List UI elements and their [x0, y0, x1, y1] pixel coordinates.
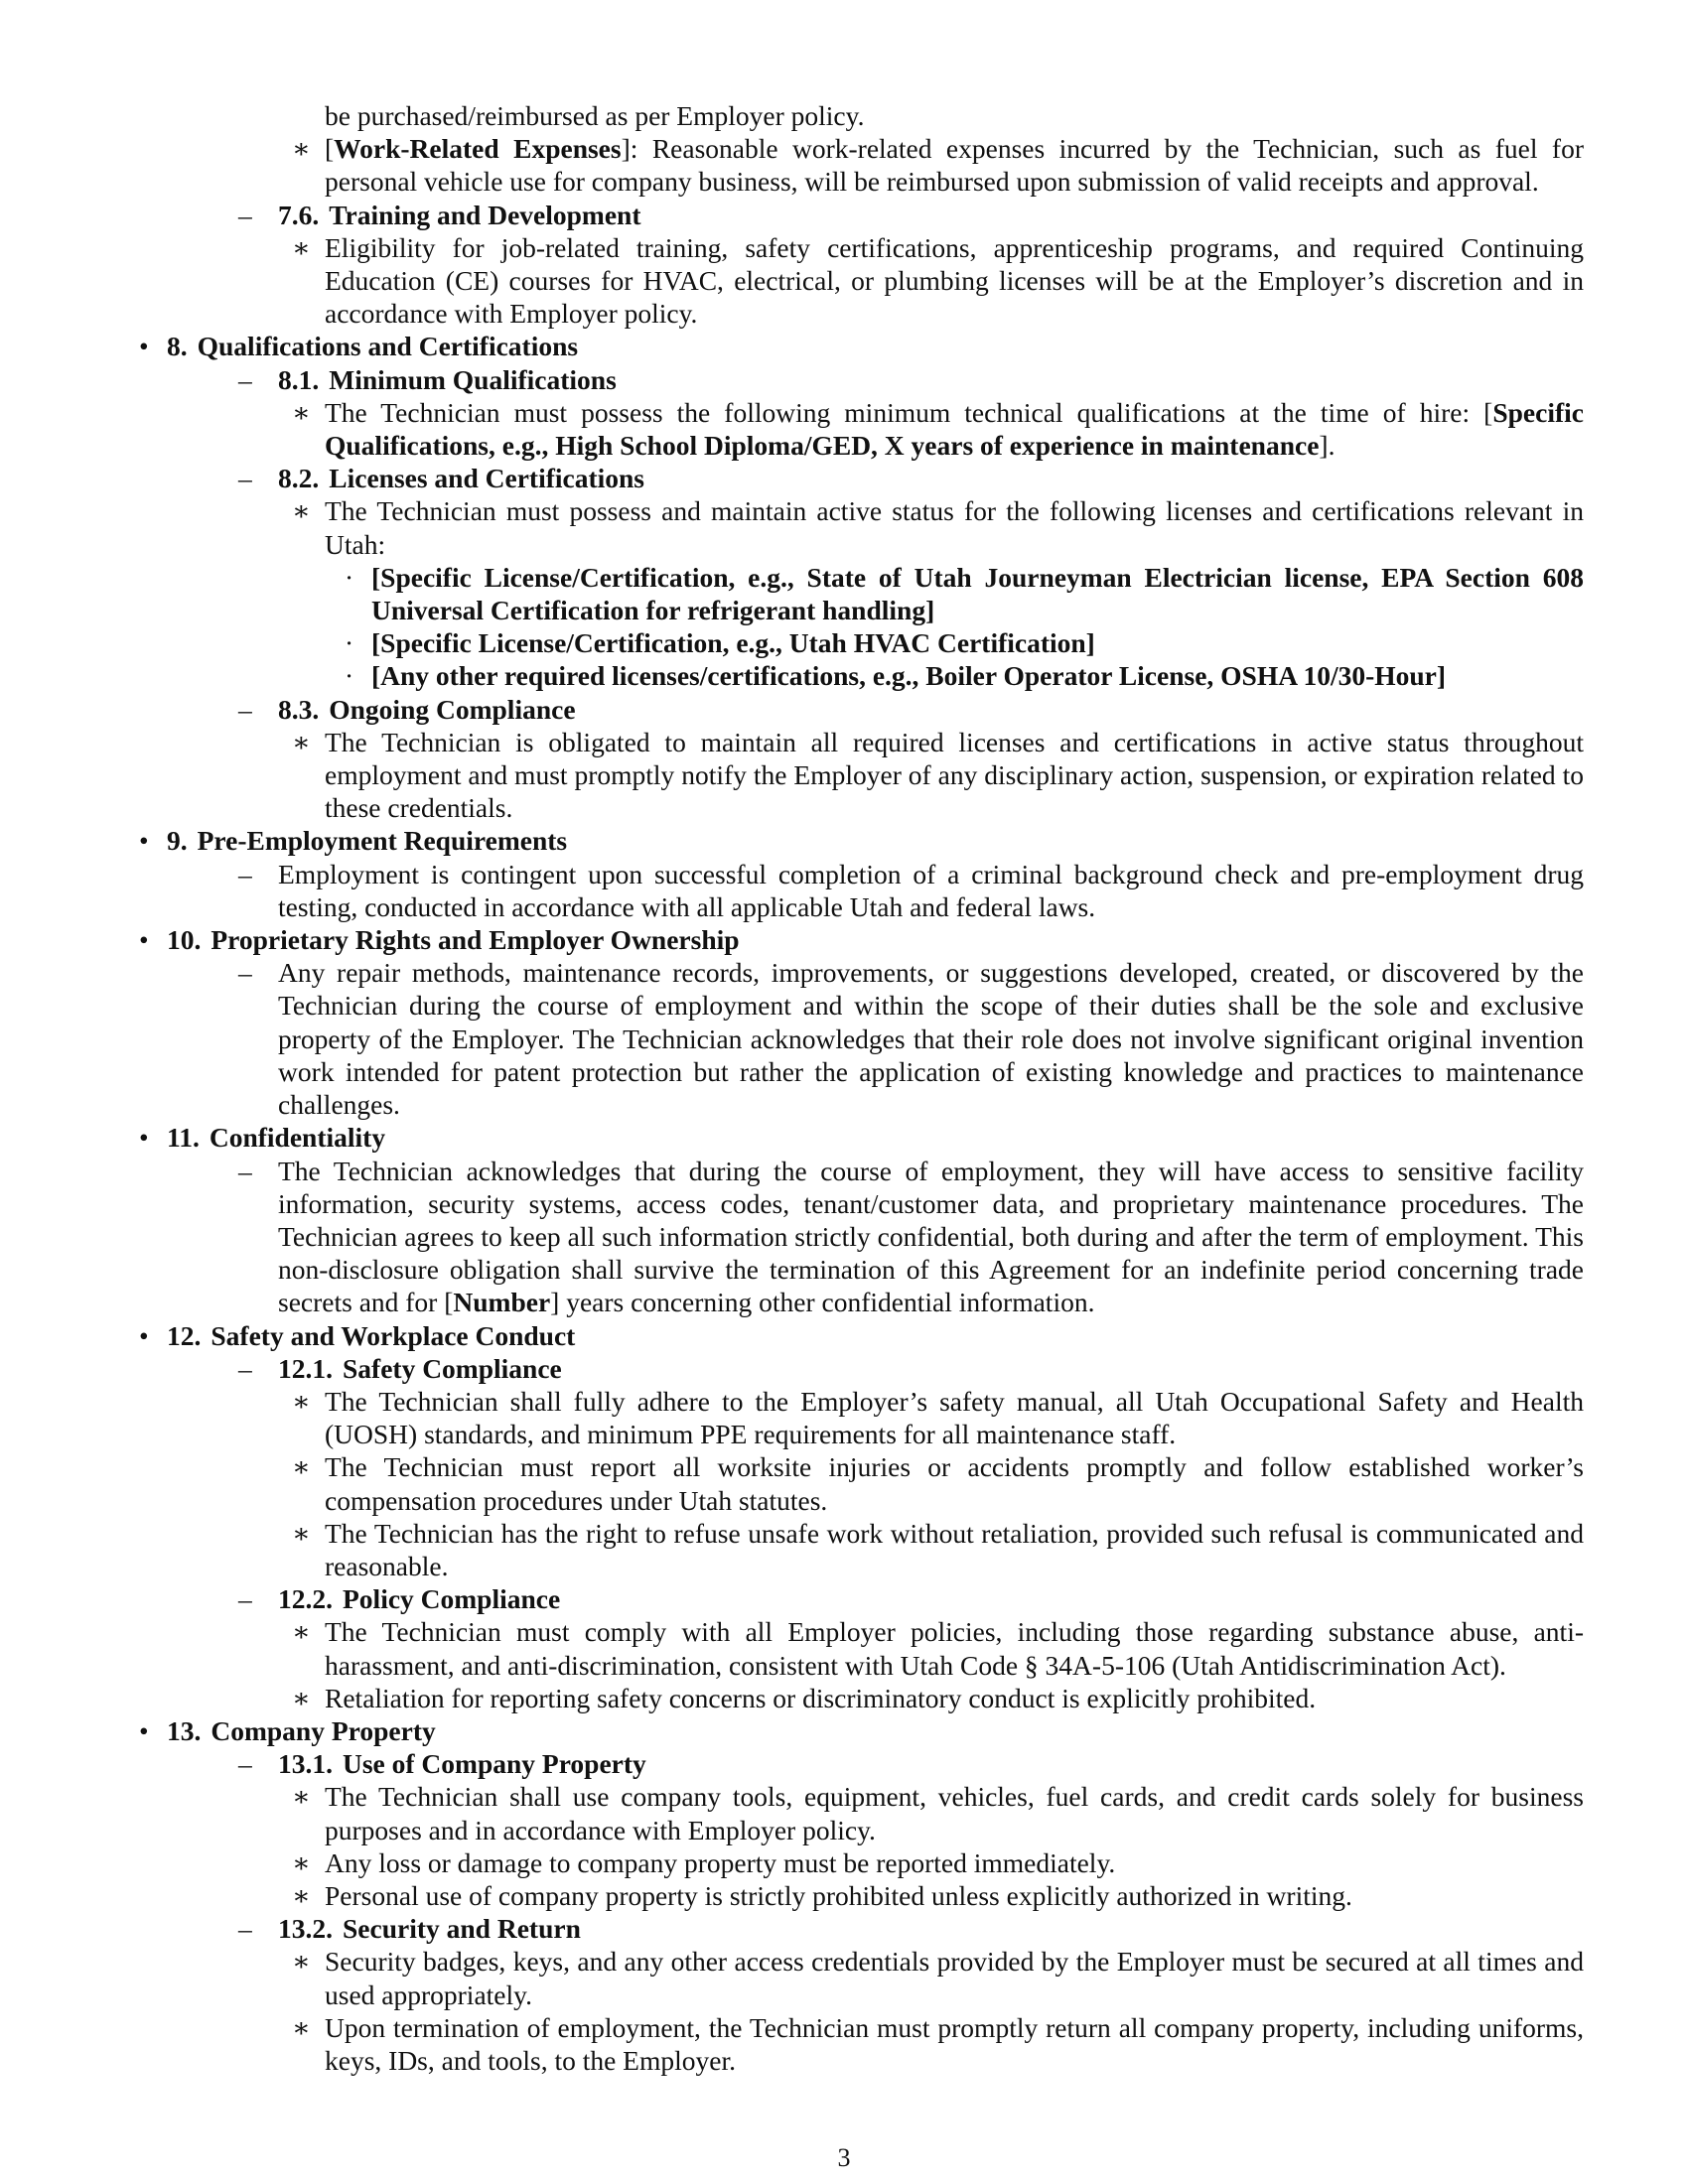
- list-item-licenses: ∗ The Technician must possess and maintain active status for the following licenses and certifications relevant in Utah:: [292, 495, 1584, 560]
- section-11-heading: • 11. Confidentiality: [139, 1122, 386, 1154]
- star-bullet-icon: ∗: [292, 726, 311, 757]
- star-bullet-icon: ∗: [292, 1517, 311, 1549]
- bullet-icon: •: [139, 825, 149, 857]
- page-number: 3: [837, 2143, 851, 2172]
- bullet-icon: •: [139, 1714, 149, 1746]
- dash-bullet-icon: –: [238, 858, 252, 889]
- subsection-12-1-heading: – 12.1. Safety Compliance: [238, 1352, 562, 1384]
- section-8-heading: • 8. Qualifications and Certifications: [139, 331, 579, 362]
- dash-bullet-icon: –: [238, 957, 252, 989]
- section-13-heading: • 13. Company Property: [139, 1714, 436, 1746]
- list-item: ∗ Any loss or damage to company property must be reported immediately.: [292, 1846, 1116, 1878]
- subsection-8-2-heading: – 8.2. Licenses and Certifications: [238, 463, 645, 494]
- subsection-12-2-heading: – 12.2. Policy Compliance: [238, 1583, 561, 1615]
- license-item: · [Specific License/Certification, e.g., State of Utah Journeyman Electrician license, EPA Section 608 Universal Certification for refrigerant handling]: [345, 561, 1584, 626]
- subsection-8-3-heading: – 8.3. Ongoing Compliance: [238, 693, 576, 725]
- list-item: ∗ The Technician must report all worksite injuries or accidents promptly and follow established worker’s compensation procedures under Utah statutes.: [292, 1451, 1584, 1516]
- star-bullet-icon: ∗: [292, 1616, 311, 1648]
- dash-bullet-icon: –: [238, 199, 252, 230]
- list-item: ∗ The Technician has the right to refuse unsafe work without retaliation, provided such refusal is communicated and reasonable.: [292, 1517, 1584, 1581]
- star-bullet-icon: ∗: [292, 1846, 311, 1878]
- paragraph-continuation: be purchased/reimbursed as per Employer policy.: [325, 100, 865, 131]
- star-bullet-icon: ∗: [292, 1385, 311, 1417]
- star-bullet-icon: ∗: [292, 133, 311, 165]
- section-10-heading: • 10. Proprietary Rights and Employer Ownership: [139, 924, 740, 956]
- star-bullet-icon: ∗: [292, 1946, 311, 1978]
- dash-bullet-icon: –: [238, 1155, 252, 1186]
- license-item: · [Any other required licenses/certifications, e.g., Boiler Operator License, OSHA 10/30-Hour]: [345, 660, 1447, 692]
- dash-bullet-icon: –: [238, 1748, 252, 1780]
- dot-bullet-icon: ·: [345, 561, 354, 593]
- dash-bullet-icon: –: [238, 1352, 252, 1384]
- license-item: · [Specific License/Certification, e.g., Utah HVAC Certification]: [345, 627, 1095, 659]
- star-bullet-icon: ∗: [292, 2011, 311, 2043]
- star-bullet-icon: ∗: [292, 396, 311, 428]
- list-item: ∗ Security badges, keys, and any other access credentials provided by the Employer must be secured at all times and used appropriately.: [292, 1946, 1584, 2010]
- star-bullet-icon: ∗: [292, 495, 311, 527]
- star-bullet-icon: ∗: [292, 1451, 311, 1483]
- dot-bullet-icon: ·: [345, 660, 354, 692]
- star-bullet-icon: ∗: [292, 1781, 311, 1813]
- subsection-8-1-heading: – 8.1. Minimum Qualifications: [238, 363, 617, 395]
- list-item-minimum-qualifications: ∗ The Technician must possess the following minimum technical qualifications at the time of hire: [Specific Qualifications, e.g., High School Diploma/GED, X years of experience in maintenance].: [292, 396, 1584, 462]
- dash-bullet-icon: –: [238, 1583, 252, 1615]
- document-body: [139, 99, 1584, 2077]
- list-item-ongoing-compliance: ∗ The Technician is obligated to maintain all required licenses and certifications in active status throughout employment and must promptly notify the Employer of any disciplinary action, suspension, or expiration related to these credentials.: [292, 726, 1584, 824]
- list-item: ∗ The Technician must comply with all Employer policies, including those regarding substance abuse, anti-harassment, and anti-discrimination, consistent with Utah Code § 34A-5-106 (Utah Antidiscrimination Act).: [292, 1616, 1584, 1681]
- paragraph-proprietary-rights: – Any repair methods, maintenance records, improvements, or suggestions developed, created, or discovered by the Technician during the course of employment and within the scope of their duties shall be the sole and exclusive property of the Employer. The Technician acknowledges that their role does not involve significant original invention work intended for patent protection but rather the application of existing knowledge and practices to maintenance challenges.: [238, 957, 1584, 1121]
- dot-bullet-icon: ·: [345, 627, 354, 659]
- dash-bullet-icon: –: [238, 363, 252, 395]
- list-item-work-related-expenses: ∗ [Work-Related Expenses]: Reasonable work-related expenses incurred by the Technician, such as fuel for personal vehicle use for company business, will be reimbursed upon submission of valid receipts and approval.: [292, 133, 1585, 198]
- subsection-7-6-heading: – 7.6. Training and Development: [238, 199, 641, 230]
- bullet-icon: •: [139, 331, 149, 362]
- section-9-heading: • 9. Pre-Employment Requirements: [139, 825, 568, 857]
- star-bullet-icon: ∗: [292, 231, 311, 263]
- paragraph-confidentiality: – The Technician acknowledges that during the course of employment, they will have access to sensitive facility information, security systems, access codes, tenant/customer data, and proprietary maintenance procedures. The Technician agrees to keep all such information strictly confidential, both during and after the term of employment. This non-disclosure obligation shall survive the termination of this Agreement for an indefinite period concerning trade secrets and for [Number] years concerning other confidential information.: [238, 1155, 1584, 1318]
- list-item: ∗ Upon termination of employment, the Technician must promptly return all company property, including uniforms, keys, IDs, and tools, to the Employer.: [292, 2011, 1584, 2076]
- star-bullet-icon: ∗: [292, 1682, 311, 1713]
- list-item-training: ∗ Eligibility for job-related training, safety certifications, apprenticeship programs, and required Continuing Education (CE) courses for HVAC, electrical, or plumbing licenses will be at the Employer’s discretion and in accordance with Employer policy.: [292, 231, 1584, 330]
- paragraph-pre-employment: – Employment is contingent upon successful completion of a criminal background check and pre-employment drug testing, conducted in accordance with all applicable Utah and federal laws.: [238, 858, 1584, 922]
- dash-bullet-icon: –: [238, 1913, 252, 1945]
- dash-bullet-icon: –: [238, 693, 252, 725]
- bullet-icon: •: [139, 1319, 149, 1351]
- subsection-13-2-heading: – 13.2. Security and Return: [238, 1913, 581, 1945]
- list-item: ∗ The Technician shall fully adhere to the Employer’s safety manual, all Utah Occupational Safety and Health (UOSH) standards, and minimum PPE requirements for all maintenance staff.: [292, 1385, 1584, 1450]
- bullet-icon: •: [139, 924, 149, 956]
- dash-bullet-icon: –: [238, 463, 252, 494]
- star-bullet-icon: ∗: [292, 1879, 311, 1911]
- subsection-13-1-heading: – 13.1. Use of Company Property: [238, 1748, 646, 1780]
- section-12-heading: • 12. Safety and Workplace Conduct: [139, 1319, 576, 1351]
- list-item: ∗ Personal use of company property is strictly prohibited unless explicitly authorized in writing.: [292, 1879, 1352, 1911]
- bullet-icon: •: [139, 1122, 149, 1154]
- list-item: ∗ The Technician shall use company tools, equipment, vehicles, fuel cards, and credit cards solely for business purposes and in accordance with Employer policy.: [292, 1781, 1584, 1845]
- list-item: ∗ Retaliation for reporting safety concerns or discriminatory conduct is explicitly prohibited.: [292, 1682, 1317, 1713]
